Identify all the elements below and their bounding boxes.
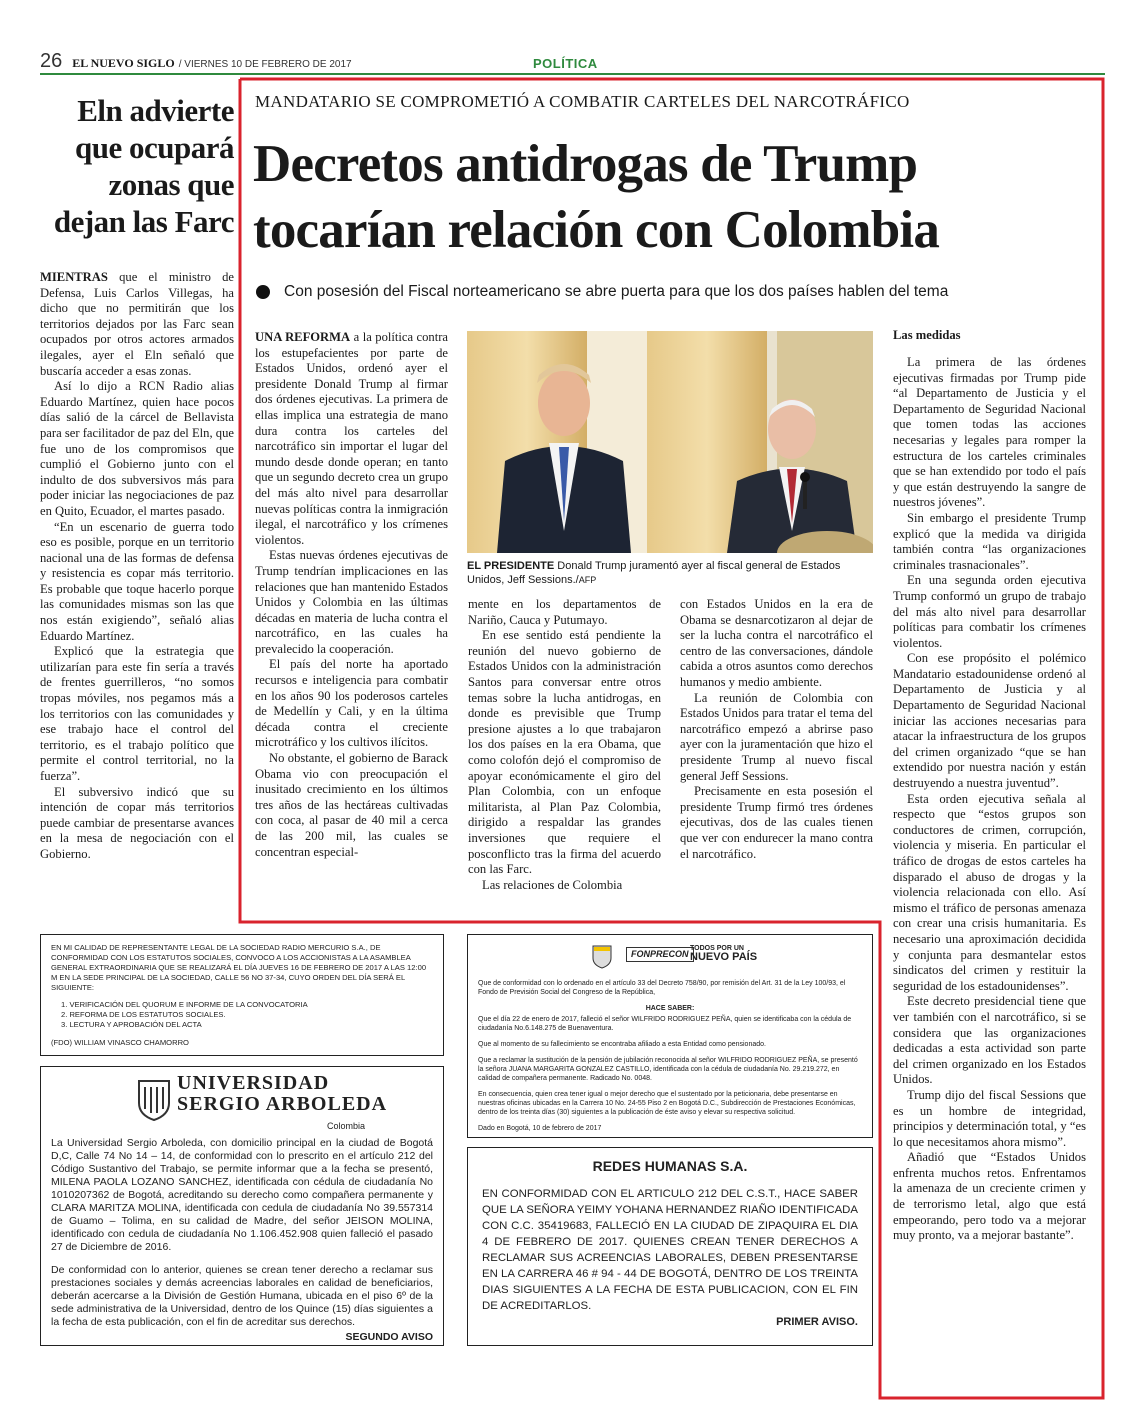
- side-paragraph: Así lo dijo a RCN Radio alias Eduardo Martínez, quien hace pocos días salió de la cárcel de Bellavista para ser facilitador de paz del Eln, que fue uno de los compromisos que cumplió el Gobierno junto con el indulto de dos subversivos más para poder iniciar las negociaciones de paz en Quito, Ecuador, el martes pasado.: [40, 379, 234, 518]
- ad-paragraph: La Universidad Sergio Arboleda, con domicilio principal en la ciudad de Bogotá D,C, Calle 74 No 14 – 14, de conformidad con lo prescrito en el artículo 212 del Código Sustantivo del Trabajo, se permite informar que a la fecha se presentó, MILENA PAOLA LOZANO SANCHEZ, identificada con cédula de ciudadanía No 1010207362 de Bogotá, acreditando su derecho como compañera permanente y CLARA MARITZA MOLINA, identificada con cedula de ciudadanía No 39.557314 de Guamo – Tolima, en su calidad de Madre, del señor JEISON MOLINA, identificado con cedula de ciudadanía No 1.106.452.908 quien falleció el pasado 27 de Diciembre de 2016.: [51, 1137, 433, 1253]
- issue-date: / VIERNES 10 DE FEBRERO DE 2017: [178, 59, 352, 70]
- ad-paragraph: Que al momento de su fallecimiento se encontraba afiliado a esta Entidad como pensionado.: [478, 1041, 766, 1048]
- article-paragraph: Este decreto presidencial tiene que ver también con el narcotráfico, si se considera que las organizaciones dedicadas a esta actividad son parte del crimen organizado en los Estados Unidos.: [893, 994, 1086, 1087]
- ad-heading: HACE SABER:: [645, 1005, 695, 1012]
- side-paragraph: “En un escenario de guerra todo eso es posible, porque en un territorio nacional una de las formas de defensa y resistencia es copar más territorio. Es probable que toque hacerlo porque las comunidades mismas son las que nos están exigiendo”, señaló alias Eduardo Martínez.: [40, 519, 234, 643]
- article-paragraph: Trump dijo del fiscal Sessions que es un hombre de integridad, principios y determinación total, y “es lo que necesitamos ahora mismo”.: [893, 1087, 1086, 1149]
- ad-list-item: 1. VERIFICACIÓN DEL QUORUM E INFORME DE LA CONVOCATORIA: [61, 1000, 308, 1009]
- ad-fonprecon: [467, 934, 873, 1138]
- article-paragraph: Con ese propósito el polémico Mandatario estadounidense ordenó al Departamento de Justicia y al Departamento de Seguridad Nacional iniciar las acciones necesarias para atacar la infraestructura de los grupos del crimen organizado “que se han extendido por nuestra nación y están destruyendo a nuestra juventud”.: [893, 651, 1086, 791]
- article-column-3: [680, 597, 873, 862]
- kicker: MANDATARIO SE COMPROMETIÓ A COMBATIR CARTELES DEL NARCOTRÁFICO: [255, 92, 910, 111]
- gov-logos: [478, 941, 862, 975]
- ad-list-item: 3. LECTURA Y APROBACIÓN DEL ACTA: [61, 1020, 202, 1029]
- logo-text: FONPRECON: [626, 947, 694, 962]
- article-paragraph: Las relaciones de Colombia: [482, 877, 623, 892]
- article-paragraph: Precisamente en esta posesión el presidente Trump firmó tres órdenes ejecutivas, dos de las cuales tienen que ver con endurecer la mano contra el narcotráfico.: [680, 784, 873, 861]
- headline-line: Decretos antidrogas de Trump: [253, 135, 918, 193]
- side-article: [40, 92, 234, 240]
- university-logo: [51, 1072, 433, 1137]
- subheadline-row: [256, 283, 1096, 301]
- ad-paragraph: Que de conformidad con lo ordenado en el artículo 33 del Decreto 758/90, por remisión del Art. 31 de la Ley 100/93, el Fondo de Previsión Social del Congreso de la República,: [478, 980, 846, 996]
- ad-university: [40, 1066, 444, 1346]
- ad-paragraph: Que a reclamar la sustitución de la pensión de jubilación reconocida al señor WILFRIDO RODRIGUEZ PEÑA, se presentó la señora JUANA MARGARITA GONZALEZ CASTILLO, identificada con la cédula de ciudadanía No. 29.219.272, en calidad de compañera permanente. Radicado No. 0048.: [478, 1057, 858, 1082]
- subheadline: Con posesión del Fiscal norteamericano se abre puerta para que los dos países hablen del tema: [284, 283, 949, 301]
- article-paragraph: El país del norte ha aportado recursos e inteligencia para combatir en los años 90 los poderosos carteles de Medellín y Cali, y en la última década contra el creciente microtráfico y los cultivos ilícitos.: [255, 657, 448, 750]
- article-paragraph: En ese sentido está pendiente la reunión del nuevo gobierno de Estados Unidos con la administración Santos para conversar entre otros temas sobre la lucha antidrogas, en donde es previsible que Trump presione ajustes a lo que trabajaron los dos países en la era Obama, que como colofón dejó el compromiso de apoyar económicamente el giro del Plan Colombia, con un enfoque militarista, al Plan Paz Colombia, dirigido a respaldar las grandes inversiones que requiere el posconflicto tras la firma del acuerdo con las Farc.: [468, 628, 661, 877]
- ad-notice: SEGUNDO AVISO: [345, 1331, 433, 1343]
- news-photo: [467, 331, 873, 553]
- side-paragraph: Explicó que la estrategia que utilizarían para este fin sería a través de frentes guerrilleros, “no somos tropas móviles, nos pegamos más a los territorios con las comunidades y ese trabajo hace el control del territorio, es el trabajo político que permite el control territorial, no la fuerza”.: [40, 644, 234, 783]
- side-paragraph: El subversivo indicó que su intención de copar más territorios puede cambiar de presentarse avances en la mesa de negociación con el Gobierno.: [40, 784, 234, 861]
- ad-paragraph: Que el día 22 de enero de 2017, falleció el señor WILFRIDO RODRIGUEZ PEÑA, quien se identificaba con la cédula de ciudadanía No.6.148.275 de Buenaventura.: [478, 1016, 852, 1032]
- logo-text: UNIVERSIDAD: [177, 1072, 330, 1094]
- bullet-icon: [256, 285, 270, 299]
- article-paragraph: Esta orden ejecutiva señala al respecto que “estos grupos son conductores de crimen, corrupción, violencia y miseria. En particular el tráfico de drogas de estos carteles ha disparado el abuso de drogas y la violencia relacionada con ello. Así mismo el tráfico de personas amenaza con crear una crisis humanitaria. Es necesario una aproximación decidida y conjunta para desmantelar estos sindicatos del crimen y restituir la seguridad de los estadounidenses”.: [893, 791, 1086, 993]
- section-subhead: Las medidas: [893, 328, 961, 342]
- ad-paragraph: EN MI CALIDAD DE REPRESENTANTE LEGAL DE LA SOCIEDAD RADIO MERCURIO S.A., DE CONFORMIDAD CON LOS ESTATUTOS SOCIALES, CONVOCO A LOS ACCIONISTAS A LA ASAMBLEA GENERAL EXTRAORDINARIA QUE SE REALIZARÁ EL DÍA JUEVES 16 DE FEBRERO DE 2017 A LAS 12:00 M EN LA SEDE PRINCIPAL DE LA SOCIEDAD, CALLE 56 NO 37-34, CUYO ORDEN DEL DÍA SERÁ EL SIGUIENTE:: [51, 943, 427, 992]
- article-paragraph: Añadió que “Estados Unidos enfrenta muchos retos. Enfrentamos la amenaza de un creciente crimen y de terrorismo letal, algo que está empeorando, pero todo va a mejorar muy pronto, va a mejorar bastante”.: [893, 1150, 1086, 1243]
- section-label: POLÍTICA: [533, 56, 598, 71]
- paper-name: EL NUEVO SIGLO: [72, 56, 175, 70]
- article-paragraph: Estas nuevas órdenes ejecutivas de Trump tendrían implicaciones en las relaciones que han mantenido Estados Unidos y Colombia en las últimas décadas en materia de lucha contra el narcotráfico, en las cuales ha prevalecido la cooperación.: [255, 548, 448, 656]
- side-article-body: [40, 270, 234, 863]
- logo-text: TODOS POR UN: [690, 945, 744, 952]
- ad-paragraph: De conformidad con lo anterior, quienes se crean tener derecho a reclamar sus prestaciones sociales y demás acreencias laborales en calidad de beneficiarios, deberán acercarse a la División de Gestión Humana, ubicada en el piso 6º de la sede administrativa de la Universidad, dentro de los Quince (15) días siguientes a la fecha de esta publicación, con el fin de acreditar sus derechos.: [51, 1264, 433, 1328]
- ad-signature: (FDO) WILLIAM VINASCO CHAMORRO: [51, 1038, 189, 1047]
- page-header: [40, 50, 352, 73]
- university-shield-icon: [137, 1079, 171, 1121]
- article-column-4: [893, 328, 1086, 1244]
- photo-caption: EL PRESIDENTE Donald Trump juramentó ayer al fiscal general de Estados Unidos, Jeff Sessions./AFP: [467, 560, 841, 586]
- side-headline: Eln advierte que ocupará zonas que dejan las Farc: [53, 93, 234, 239]
- ad-paragraph: En consecuencia, quien crea tener igual o mejor derecho que el sustentado por la peticionaria, debe presentarse en nuestras oficinas ubicadas en la Carrera 10 No. 24-55 Piso 2 en Bogotá D.C., Subdirección de Prestaciones Económicas, dentro de los treinta días (30) siguientes a la publicación de éste aviso y elevar su respectiva solicitud.: [478, 1091, 856, 1116]
- article-paragraph: Sin embargo el presidente Trump explicó que la medida va dirigida también contra “las organizaciones criminales trasnacionales”.: [893, 510, 1086, 572]
- ad-paragraph: Dado en Bogotá, 10 de febrero de 2017: [478, 1125, 602, 1132]
- article-paragraph: En una segunda orden ejecutiva Trump conformó un grupo de trabajo del más alto nivel para desarrollar políticas para combatir los crímenes violentos.: [893, 573, 1086, 650]
- ad-body: EN CONFORMIDAD CON EL ARTICULO 212 DEL C.S.T., HACE SABER QUE LA SEÑORA YEIMY YOHANA HERNANDEZ RIAÑO IDENTIFICADA CON C.C. 35419683, FALLECIÓ EN LA CIUDAD DE ZIPAQUIRA EL DIA 4 DE FEBRERO DE 2017. QUIENES CREAN TENER DERECHOS A RECLAMAR SUS ACREENCIAS LABORALES, DEBEN PRESENTARSE EN LA CARRERA 46 # 94 - 44 DE BOGOTÁ, DENTRO DE LOS TREINTA DIAS SIGUIENTES A LA FECHA DE ESTA PUBLICACION, CON EL FIN DE ACREDITARLOS.: [482, 1188, 858, 1312]
- ad-radio-mercurio: [40, 934, 444, 1056]
- logo-text: SERGIO ARBOLEDA: [177, 1093, 388, 1115]
- logo-text: Colombia: [327, 1121, 366, 1131]
- article-paragraph: con Estados Unidos en la era de Obama se desnarcotizaron al dejar de ser la lucha contra el narcotráfico el centro de las conversaciones, dándole cabida a otros asuntos como derechos humanos y medio ambiente.: [680, 597, 873, 689]
- logo-text: NUEVO PAÍS: [690, 951, 758, 963]
- colombia-coat-of-arms-icon: [590, 943, 614, 969]
- side-paragraph: MIENTRAS que el ministro de Defensa, Luis Carlos Villegas, ha dicho que no permitirán que los territorios dejados por las Farc sean ocupados por otros actores armados ilegales, ayer el Eln señaló que buscaría acceder a esas zonas.: [40, 270, 234, 378]
- article-column-2: [468, 597, 661, 893]
- article-paragraph: UNA REFORMA a la política contra los estupefacientes por parte de Estados Unidos, ordenó ayer el presidente Donald Trump al firmar dos órdenes ejecutivas. La primera de ellas implica una estrategia de mano dura contra los carteles del narcotráfico sin importar el lugar del mundo desde donde operan; en tanto que un segundo decreto crea un grupo del más alto nivel para desarrollar nuevas políticas contra la inmigración ilegal, el narcotráfico y los crímenes violentos.: [255, 330, 448, 547]
- ad-notice: PRIMER AVISO.: [776, 1316, 858, 1328]
- ad-list-item: 2. REFORMA DE LOS ESTATUTOS SOCIALES.: [61, 1010, 226, 1019]
- ad-redes-humanas: [467, 1147, 873, 1346]
- ad-title: REDES HUMANAS S.A.: [592, 1158, 748, 1174]
- article-paragraph: mente en los departamentos de Nariño, Cauca y Putumayo.: [468, 597, 661, 627]
- article-paragraph: La reunión de Colombia con Estados Unidos para tratar el tema del narcotráfico empezó a abrirse paso ayer con la juramentación que hizo el presidente Trump al nuevo fiscal general Jeff Sessions.: [680, 690, 873, 783]
- article-paragraph: La primera de las órdenes ejecutivas firmadas por Trump pide “al Departamento de Justicia y el Departamento de Seguridad Nacional que tomen todas las acciones necesarias y legales para romper la estructura de los carteles criminales que se han extendido por todo el país y que están destruyendo la sangre de nuestros jóvenes”.: [893, 355, 1086, 510]
- headline: [253, 131, 1098, 263]
- header-rule: [40, 73, 1105, 75]
- article-column-1: [255, 330, 448, 860]
- page-number: 26: [40, 50, 63, 72]
- article-paragraph: No obstante, el gobierno de Barack Obama vio con preocupación el inusitado crecimiento en los últimos tres años de las hectáreas cultivadas con coca, al pasar de 40 mil a cerca de las 200 mil, las cuales se concentran especial-: [255, 751, 448, 859]
- headline-line: tocarían relación con Colombia: [253, 201, 940, 259]
